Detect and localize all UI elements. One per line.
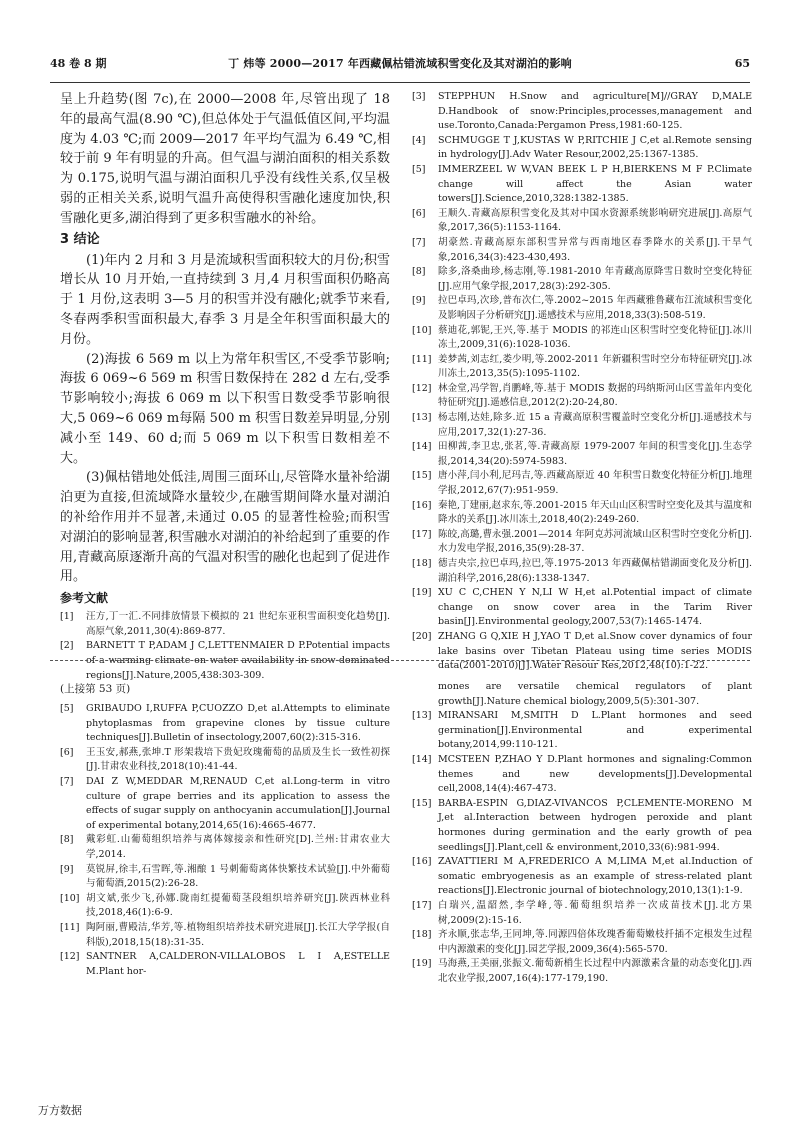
reference-list <box>412 680 752 986</box>
reference-text: MCSTEEN P,ZHAO Y D.Plant hormones and signaling:Common themes and new developments[J].Developmental cell,2008,14(4):467-473. <box>438 753 752 795</box>
reference-text: 蔡迪花,郭铌,王兴,等.基于 MODIS 的祁连山区积雪时空变化特征[J].冰川冻土,2009,31(6):1028-1036. <box>438 324 752 351</box>
reference-item <box>412 528 752 557</box>
reference-item <box>412 440 752 469</box>
reference-number: [15] <box>412 470 432 482</box>
reference-text: STEPPHUN H.Snow and agriculture[M]//GRAY D,MALE D.Handbook of snow:Principles,processes,management and use.Toronto,Canada:Pergamon Press,1981:60-125. <box>438 91 752 132</box>
reference-item <box>412 797 752 855</box>
reference-number: [8] <box>412 266 426 278</box>
reference-text: BARBA-ESPIN G,DIAZ-VIVANCOS P,CLEMENTE-MORENO M J,et al.Interaction between hydrogen peroxide and plant hormones during germination and the early growth of pea seedlings[J].Plant,cell & environment,2010,33(6):981-994. <box>438 797 752 853</box>
reference-text: DAI Z W,MEDDAR M,RENAUD C,et al.Long-term in vitro culture of grape berries and its application to assess the effects of sugar supply on anthocyanin accumulation[J].Journal of experimental botany,2014,65(16):4665-4677. <box>86 775 390 831</box>
reference-number: [12] <box>60 951 80 963</box>
reference-item <box>412 928 752 957</box>
reference-number: [13] <box>412 710 432 722</box>
running-header <box>50 54 750 74</box>
reference-text: 姜梦茜,刘志红,娄少明,等.2002-2011 年新疆积雪时空分布特征研究[J].冰川冻土,2013,35(5):1095-1102. <box>438 353 752 380</box>
reference-text: 齐永顺,张志华,王同坤,等.同源四倍体玫瑰香葡萄嫩枝扦插不定根发生过程中内源激素的变化[J].园艺学报,2009,36(4):565-570. <box>438 929 752 955</box>
header-rule <box>50 82 750 83</box>
reference-item <box>412 957 752 986</box>
reference-text: 田柳茜,李卫忠,张茗,等.青藏高原 1979-2007 年间的积雪变化[J].生态学报,2014,34(20):5974-5983. <box>438 441 752 467</box>
reference-number: [8] <box>60 834 74 846</box>
reference-item <box>412 294 752 323</box>
reference-number: [11] <box>412 353 432 365</box>
reference-item <box>412 680 752 709</box>
reference-number: [6] <box>60 746 74 758</box>
reference-number: [7] <box>412 236 426 248</box>
reference-number: [13] <box>412 412 432 424</box>
reference-item <box>412 586 752 630</box>
reference-number: [18] <box>412 929 432 941</box>
reference-item <box>412 163 752 207</box>
reference-text: 德吉央宗,拉巴卓玛,拉巴,等.1975-2013 年西藏佩枯错湖面变化及分析[J].湖泊科学,2016,28(6):1338-1347. <box>438 558 752 584</box>
reference-number: [1] <box>60 611 74 623</box>
reference-item <box>412 469 752 498</box>
reference-number: [14] <box>412 753 432 765</box>
reference-text: SANTNER A,CALDERON-VILLALOBOS L I A,ESTELLE M.Plant hor- <box>86 951 390 977</box>
reference-text: 陶阿丽,曹殿洁,华芳,等.植物组织培养技术研究进展[J].长江大学学报(自科版),2018,15(18):31-35. <box>86 921 390 948</box>
reference-number: [9] <box>412 295 426 307</box>
reference-number: [3] <box>412 91 426 102</box>
reference-text: MIRANSARI M,SMITH D L.Plant hormones and seed germination[J].Environmental and experimental botany,2014,99:110-121. <box>438 710 752 751</box>
right-column <box>412 90 752 674</box>
reference-number <box>412 680 438 709</box>
reference-text: 马海燕,王美丽,张振文.葡萄新梢生长过程中内源激素含量的动态变化[J].西北农业学报,2007,16(4):177-179,190. <box>438 958 752 984</box>
reference-text: 王玉安,郝燕,张坤.T 形架栽培下贵妃玫瑰葡萄的品质及生长一致性初探[J].甘肃农业科技,2018(10):41-44. <box>86 746 390 773</box>
reference-number: [12] <box>412 382 432 394</box>
reference-text: BARNETT T P,ADAM J C,LETTENMAIER D P.Potential impacts of a warming climate on water availability in snow-dominated regions[J].Nature,2005,438:303-309. <box>86 640 390 681</box>
reference-text: 杨志刚,达娃,除多.近 15 a 青藏高原积雪覆盖时空变化分析[J].遥感技术与应用,2017,32(1):27-36. <box>438 412 752 438</box>
reference-number: [10] <box>412 324 432 336</box>
reference-text: GRIBAUDO I,RUFFA P,CUOZZO D,et al.Attempts to eliminate phytoplasmas from grapevine clones by tissue culture techniques[J].Bulletin of insectology,2007,60(2):315-316. <box>86 703 390 744</box>
reference-item <box>60 610 390 639</box>
reference-text: ZAVATTIERI M A,FREDERICO A M,LIMA M,et al.Induction of somatic embryogenesis as an example of stress-related plant reactions[J].Electronic journal of biotechnology,2010,13(1):1-9. <box>438 856 752 897</box>
reference-item <box>412 899 752 928</box>
volume-issue: 48 卷 8 期 <box>50 57 107 70</box>
reference-number: [19] <box>412 958 432 970</box>
reference-item <box>60 863 390 892</box>
body-paragraph: 呈上升趋势(图 7c),在 2000—2008 年,尽管出现了 18 年的最高气温(8.90 ℃),但总体处于气温低值区间,平均温度为 4.03 ℃;而 2009—2017 年平均气温为 6.49 ℃,相较于前 9 年有明显的升高。但气温与湖泊面积的相关系数为 0.175,说明气温与湖泊面积几乎没有线性关系,仅呈极弱的正相关关系,说明气温升高使得积雪融化速度加快,积雪融化更多,湖泊得到了更多积雪融水的补给。 <box>60 92 390 226</box>
reference-number: [15] <box>412 797 432 809</box>
reference-item <box>60 702 390 746</box>
reference-item <box>412 630 752 674</box>
reference-text: 汪方,丁一汇.不同排放情景下模拟的 21 世纪东亚积雪面积变化趋势[J].高原气象,2011,30(4):869-877. <box>86 611 390 637</box>
reference-item <box>60 746 390 775</box>
reference-item <box>412 236 752 265</box>
reference-text: 莫锐屏,徐丰,石雪晖,等.湘酿 1 号刺葡萄离体快繁技术试验[J].中外葡萄与葡萄酒,2015(2):26-28. <box>86 863 390 890</box>
watermark-footer: 万方数据 <box>38 1104 82 1117</box>
reference-item <box>412 324 752 353</box>
reference-item <box>412 134 752 163</box>
reference-text: 胡文斌,张少飞,孙娜.陇南红提葡萄茎段组织培养研究[J].陕西林业科技,2018,46(1):6-9. <box>86 892 390 919</box>
reference-number: [18] <box>412 558 432 569</box>
reference-text: 陈皎,高璐,曹永强.2001—2014 年阿克苏河流域山区积雪时空变化分析[J].水力发电学报,2016,35(9):28-37. <box>438 528 752 555</box>
reference-number: [16] <box>412 856 432 868</box>
section-heading: 3 结论 <box>60 231 100 247</box>
continued-left-column <box>60 680 390 979</box>
reference-item <box>60 833 390 862</box>
conclusion-3: (3)佩枯错地处低洼,周围三面环山,尽管降水量补给湖泊更为直接,但流域降水量较少,在融雪期间降水量对湖泊的补给作用并不显著,未通过 0.05 的显著性检验;而积雪对湖泊的影响显著,积雪融水对湖泊的补给起到了重要的作用,青藏高原逐渐升高的气温对积雪的融化也起到了促进作用。 <box>60 470 390 585</box>
reference-number: [5] <box>412 163 426 175</box>
reference-item <box>60 775 390 833</box>
reference-text: 林金堂,冯学智,肖鹏峰,等.基于 MODIS 数据的玛纳斯河山区雪盖年内变化特征研究[J].遥感信息,2012(2):20-24,80. <box>438 382 752 409</box>
reference-item <box>412 557 752 586</box>
reference-text: ZHANG G Q,XIE H J,YAO T D,et al.Snow cover dynamics of four lake basins over Tibetan Plateau using time series MODIS data(2001-2010)[J].Water Resour Res,2012,48(10):1-22. <box>438 630 752 672</box>
reference-number: [4] <box>412 134 426 146</box>
reference-text: SCHMUGGE T J,KUSTAS W P,RITCHIE J C,et al.Remote sensing in hydrology[J].Adv Water Resour,2002,25:1367-1385. <box>438 134 752 161</box>
running-title: 丁 炜等 2000—2017 年西藏佩枯错流域积雪变化及其对湖泊的影响 <box>228 57 572 70</box>
reference-text: XU C C,CHEN Y N,LI W H,et al.Potential impact of climate change on snow cover area in the Tarim River basin[J].Environmental geology,2007,53(7):1465-1474. <box>438 587 752 628</box>
reference-number: [20] <box>412 630 432 642</box>
reference-number: [14] <box>412 441 432 453</box>
reference-number: [9] <box>60 863 74 875</box>
reference-number: [2] <box>60 640 74 652</box>
reference-item <box>60 639 390 683</box>
reference-item <box>412 855 752 899</box>
reference-number: [17] <box>412 899 432 911</box>
reference-text: 胡豪然.青藏高原东部积雪异常与西南地区春季降水的关系[J].干旱气象,2016,34(3):423-430,493. <box>438 236 752 263</box>
reference-item <box>412 207 752 236</box>
conclusion-1: (1)年内 2 月和 3 月是流域积雪面积较大的月份;积雪增长从 10 月开始,一直持续到 3 月,4 月积雪面积仍略高于 1 月份,这表明 3—5 月的积雪并没有融化;就季节来看,冬春两季积雪面积最大,春季 3 月是全年积雪面积最大的月份。 <box>60 252 390 347</box>
reference-number: [5] <box>60 703 74 714</box>
reference-number: [11] <box>60 921 80 933</box>
reference-item <box>60 892 390 921</box>
article-divider <box>50 660 750 661</box>
left-column <box>60 90 390 683</box>
reference-number: [17] <box>412 528 432 540</box>
reference-number: [10] <box>60 892 80 904</box>
reference-number: [7] <box>60 775 74 787</box>
reference-item <box>60 921 390 950</box>
reference-item <box>412 709 752 753</box>
reference-text: IMMERZEEL W W,VAN BEEK L P H,BIERKENS M F P.Climate change will affect the Asian water towers[J].Science,2010,328:1382-1385. <box>438 163 752 205</box>
reference-item <box>412 265 752 294</box>
reference-list <box>60 610 390 683</box>
reference-item <box>412 353 752 382</box>
reference-list <box>60 702 390 979</box>
reference-text: 拉巴卓玛,次珍,普布次仁,等.2002~2015 年西藏雅鲁藏布江流域积雪变化及影响因子分析研究[J].遥感技术与应用,2018,33(3):508-519. <box>438 295 752 321</box>
reference-text: 王顺久.青藏高原积雪变化及其对中国水资源系统影响研究进展[J].高原气象,2017,36(5):1153-1164. <box>438 207 752 234</box>
reference-item <box>412 499 752 528</box>
reference-text: 除多,洛桑曲珍,杨志刚,等.1981-2010 年青藏高原降雪日数时空变化特征[J].应用气象学报,2017,28(3):292-305. <box>438 266 752 292</box>
reference-text: 秦艳,丁建丽,赵求东,等.2001-2015 年天山山区积雪时空变化及其与温度和降水的关系[J].冰川冻土,2018,40(2):249-260. <box>438 499 752 526</box>
reference-text: 白瑞兴,温韶然,李学峰,等.葡萄组织培养一次成苗技术[J].北方果树,2009(2):15-16. <box>438 899 752 926</box>
continuation-note: (上接第 53 页) <box>60 683 131 695</box>
reference-number: [6] <box>412 207 426 219</box>
continued-right-column <box>412 680 752 986</box>
reference-text: 唐小萍,闫小利,尼玛吉,等.西藏高原近 40 年积雪日数变化特征分析[J].地理学报,2012,67(7):951-959. <box>438 470 752 497</box>
reference-number: [16] <box>412 499 432 511</box>
conclusion-2: (2)海拔 6 569 m 以上为常年积雪区,不受季节影响;海拔 6 069~6 569 m 积雪日数保持在 282 d 左右,受季节影响较小;海拔 6 069 m 以下积雪日数受季节影响很大,5 069~6 069 m每隔 500 m 积雪日数差异明显,分别减小至 149、60 d;而 5 069 m 以下积雪日数相差不大。 <box>60 351 390 466</box>
reference-item <box>412 411 752 440</box>
reference-number: [19] <box>412 587 432 599</box>
reference-item <box>412 90 752 134</box>
reference-item <box>60 950 390 979</box>
reference-item <box>412 753 752 797</box>
reference-list <box>412 90 752 674</box>
page-number: 65 <box>734 57 750 70</box>
references-heading: 参考文献 <box>60 591 109 606</box>
reference-text: mones are versatile chemical regulators of plant growth[J].Nature chemical biology,2009,5(5):301-307. <box>438 681 752 707</box>
reference-text: 戴彩虹.山葡萄组织培养与离体嫁接亲和性研究[D].兰州:甘肃农业大学,2014. <box>86 834 390 860</box>
reference-item <box>412 382 752 411</box>
